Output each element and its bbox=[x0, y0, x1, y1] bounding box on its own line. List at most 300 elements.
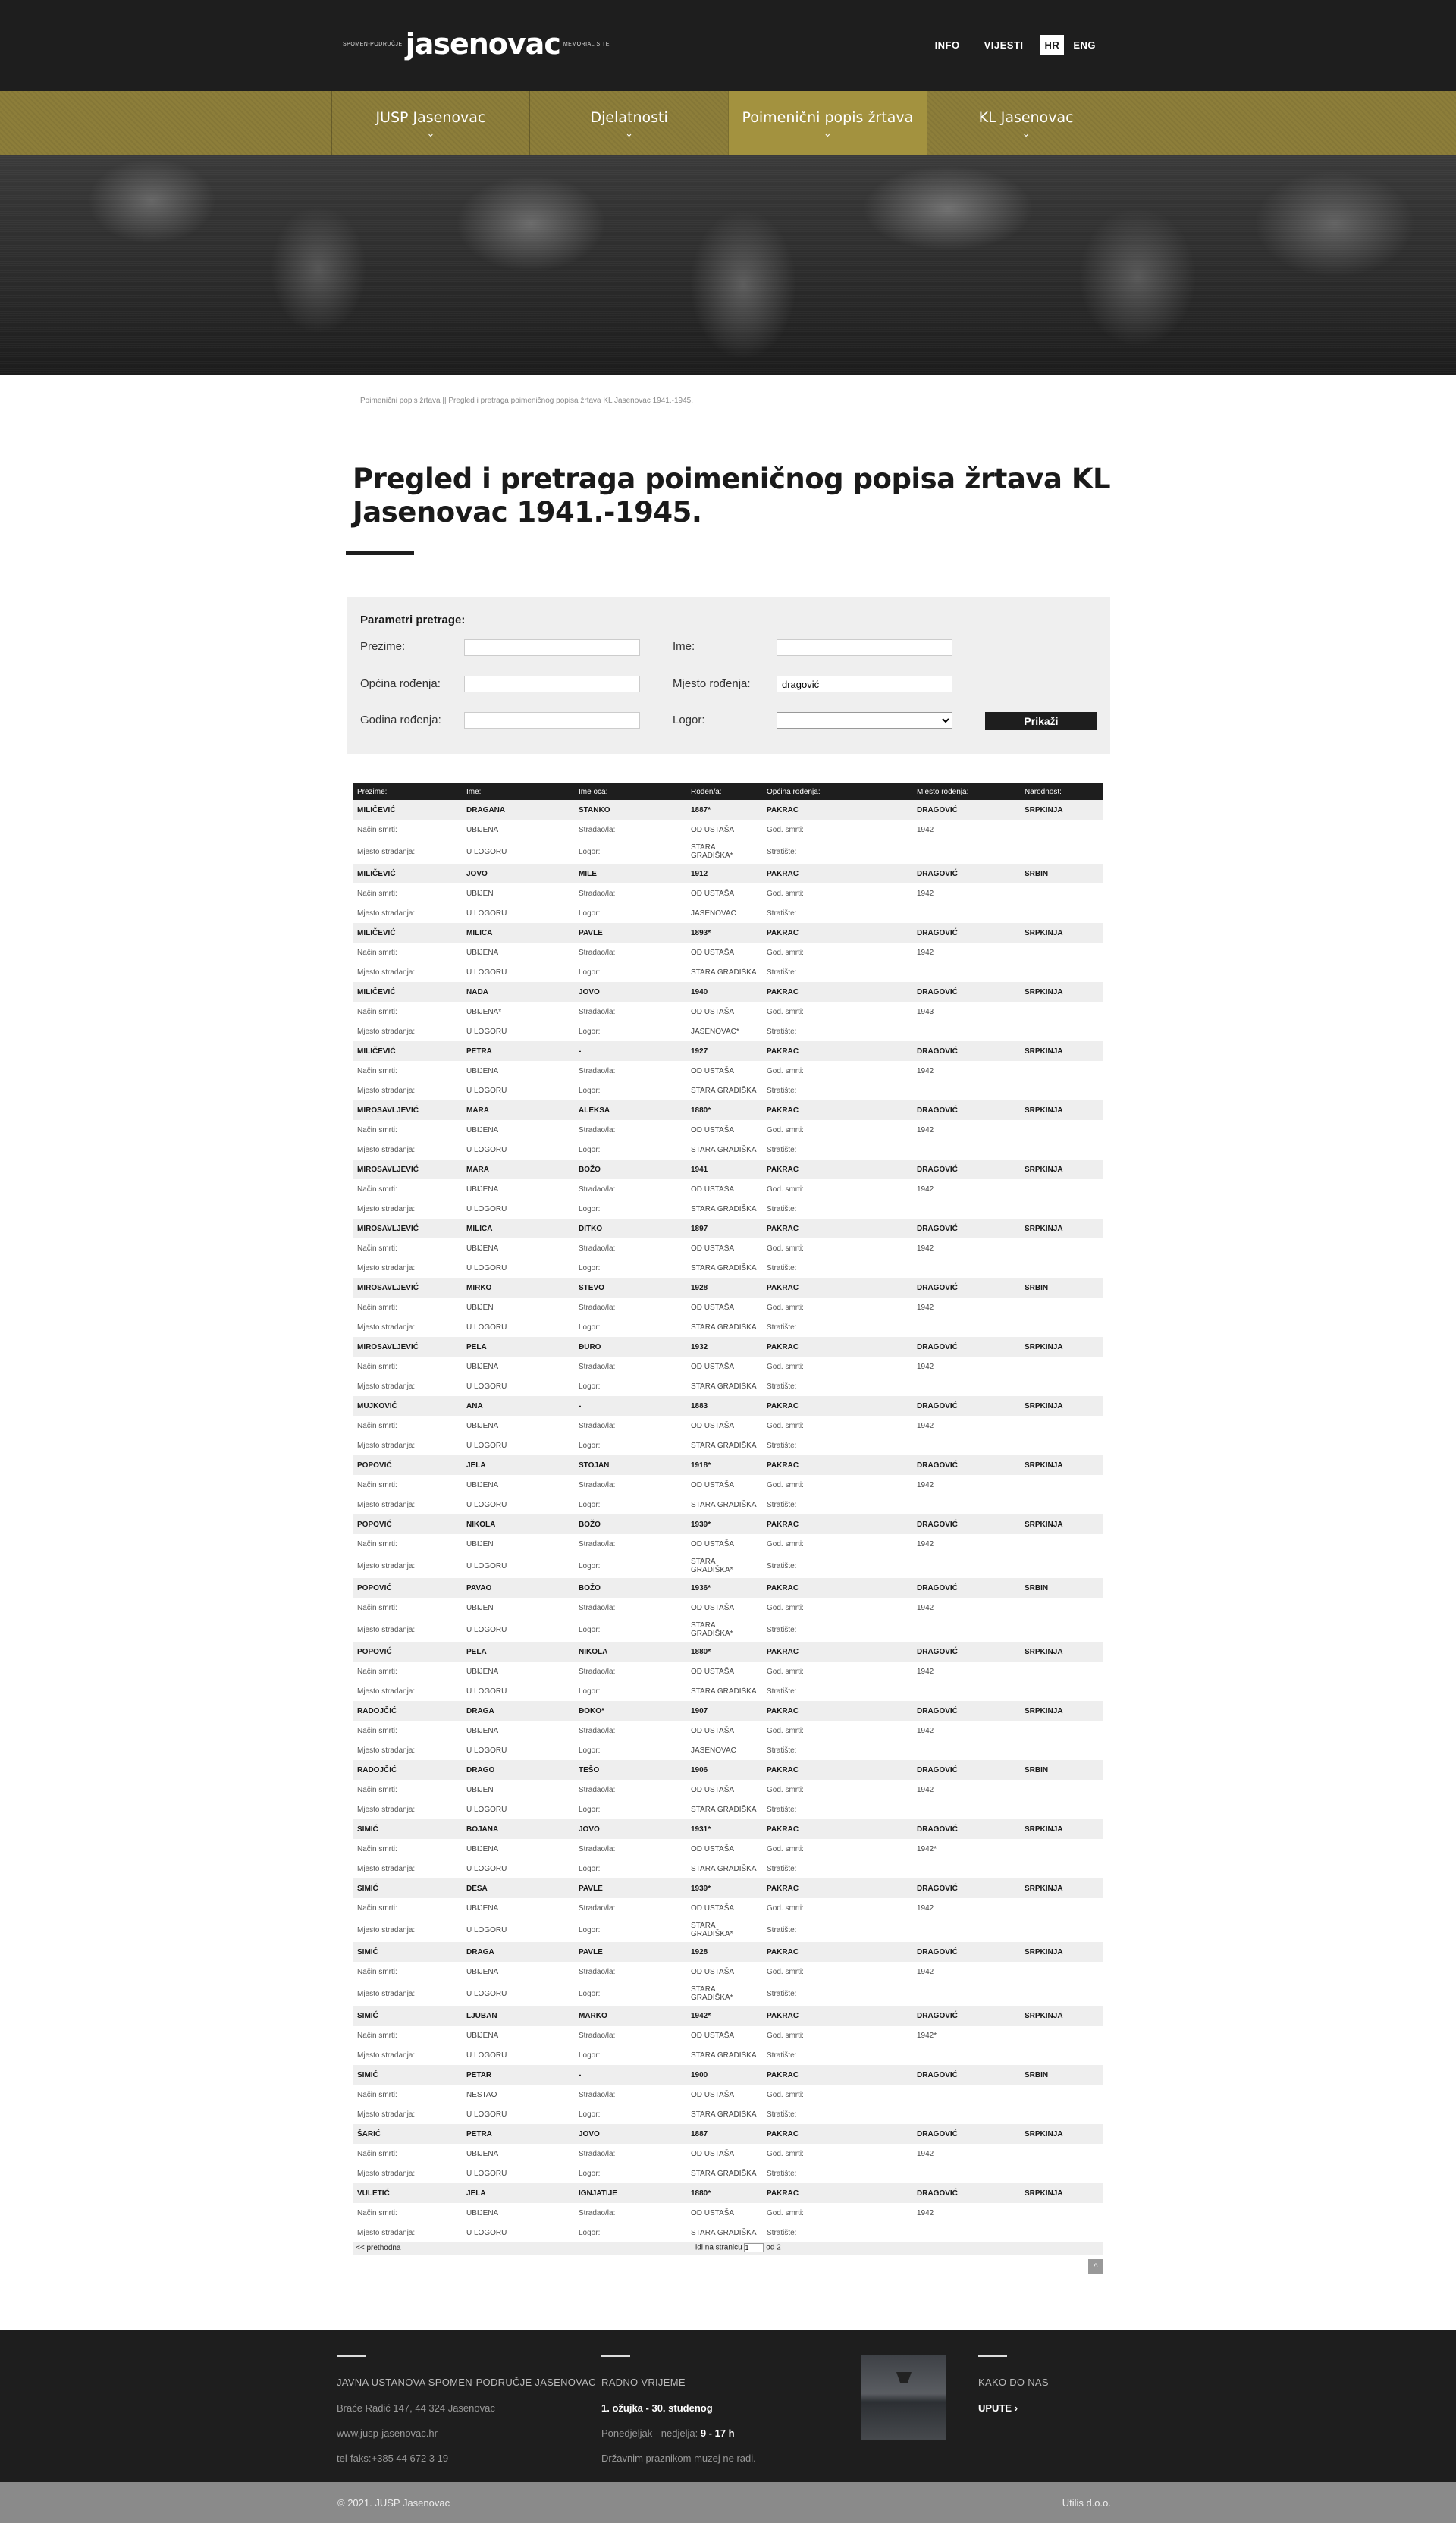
prezime-input[interactable] bbox=[464, 639, 640, 656]
footer-days-text: Ponedjeljak - nedjelja: bbox=[601, 2427, 701, 2439]
cell-rodjen: 1918* bbox=[686, 1455, 762, 1475]
cell-label-logor: Logor: bbox=[574, 1618, 686, 1642]
cell-label-mjesto-stradanja: Mjesto stradanja: bbox=[353, 903, 462, 923]
table-row[interactable] bbox=[353, 2006, 1103, 2026]
cell-ime-oca: JOVO bbox=[574, 982, 686, 1002]
cell-opcina: PAKRAC bbox=[762, 2065, 912, 2085]
cell-nacin: UBIJENA bbox=[462, 1721, 574, 1740]
cell-empty bbox=[1020, 1859, 1103, 1878]
scroll-top-icon[interactable]: ^ bbox=[1088, 2259, 1103, 2274]
cell-prezime: RADOJČIĆ bbox=[353, 1701, 462, 1721]
cell-label-stradao: Stradao/la: bbox=[574, 883, 686, 903]
cell-label-god-smrti: God. smrti: bbox=[762, 1238, 912, 1258]
footer-col-hours bbox=[601, 2330, 756, 2463]
cell-prezime: MIROSAVLJEVIĆ bbox=[353, 1337, 462, 1357]
cell-label-stratiste: Stratište: bbox=[762, 1081, 912, 1100]
cell-label-god-smrti: God. smrti: bbox=[762, 2144, 912, 2164]
cell-ime-oca: STOJAN bbox=[574, 1455, 686, 1475]
table-row-detail bbox=[353, 1859, 1103, 1878]
cell-empty bbox=[1020, 1317, 1103, 1337]
cell-label-god-smrti: God. smrti: bbox=[762, 1475, 912, 1495]
table-row-detail bbox=[353, 820, 1103, 839]
cell-ime-oca: ALEKSA bbox=[574, 1100, 686, 1120]
cell-empty bbox=[1020, 1618, 1103, 1642]
cell-ime: JELA bbox=[462, 2183, 574, 2203]
table-row-detail bbox=[353, 1140, 1103, 1160]
top-nav bbox=[918, 35, 1103, 55]
cell-narodnost: SRPKINJA bbox=[1020, 1041, 1103, 1061]
cell-empty bbox=[1020, 1416, 1103, 1436]
cell-nacin: UBIJENA bbox=[462, 2026, 574, 2045]
cell-label-nacin: Način smrti: bbox=[353, 1357, 462, 1376]
cell-stratiste bbox=[912, 2104, 1020, 2124]
cell-stradao: OD USTAŠA bbox=[686, 1298, 762, 1317]
cell-empty bbox=[1020, 1598, 1103, 1618]
cell-stradao: OD USTAŠA bbox=[686, 1898, 762, 1918]
submit-button[interactable]: Prikaži bbox=[985, 712, 1097, 730]
table-row-detail bbox=[353, 1962, 1103, 1982]
mjesto-input[interactable] bbox=[777, 676, 952, 692]
cell-opcina: PAKRAC bbox=[762, 1160, 912, 1179]
cell-empty bbox=[1020, 1238, 1103, 1258]
nav-item-jusp[interactable] bbox=[331, 91, 530, 155]
cell-mjesto-stradanja: U LOGORU bbox=[462, 1740, 574, 1760]
cell-logor: JASENOVAC* bbox=[686, 1021, 762, 1041]
cell-ime: ANA bbox=[462, 1396, 574, 1416]
col-ime-oca: Ime oca: bbox=[574, 783, 686, 800]
cell-stratiste bbox=[912, 1199, 1020, 1219]
results-table-wrapper bbox=[353, 783, 1103, 2242]
cell-opcina: PAKRAC bbox=[762, 1942, 912, 1962]
cell-label-nacin: Način smrti: bbox=[353, 1662, 462, 1681]
cell-mjesto-stradanja: U LOGORU bbox=[462, 2164, 574, 2183]
cell-nacin: UBIJEN bbox=[462, 1298, 574, 1317]
table-row-detail bbox=[353, 1179, 1103, 1199]
cell-ime: MIRKO bbox=[462, 1278, 574, 1298]
table-row[interactable] bbox=[353, 1642, 1103, 1662]
cell-label-logor: Logor: bbox=[574, 1436, 686, 1455]
cell-prezime: POPOVIĆ bbox=[353, 1514, 462, 1534]
table-row[interactable] bbox=[353, 1578, 1103, 1598]
table-row-detail bbox=[353, 1740, 1103, 1760]
cell-ime: DRAGO bbox=[462, 1760, 574, 1780]
cell-stratiste bbox=[912, 1495, 1020, 1514]
cell-label-mjesto-stradanja: Mjesto stradanja: bbox=[353, 1859, 462, 1878]
nav-spacer-right bbox=[1125, 91, 1456, 155]
cell-empty bbox=[1020, 962, 1103, 982]
bottom-bar bbox=[0, 2482, 1456, 2523]
table-row[interactable] bbox=[353, 2124, 1103, 2144]
table-row-detail bbox=[353, 1081, 1103, 1100]
breadcrumb bbox=[360, 397, 693, 405]
cell-label-logor: Logor: bbox=[574, 2104, 686, 2124]
cell-stratiste bbox=[912, 962, 1020, 982]
cell-nacin: UBIJENA bbox=[462, 1898, 574, 1918]
cell-god-smrti: 1942 bbox=[912, 1721, 1020, 1740]
table-row[interactable] bbox=[353, 1819, 1103, 1839]
cell-logor: STARA GRADIŠKA bbox=[686, 1258, 762, 1278]
cell-narodnost: SRPKINJA bbox=[1020, 1819, 1103, 1839]
cell-label-stradao: Stradao/la: bbox=[574, 1898, 686, 1918]
cell-empty bbox=[1020, 2045, 1103, 2065]
cell-label-god-smrti: God. smrti: bbox=[762, 1962, 912, 1982]
cell-opcina: PAKRAC bbox=[762, 1455, 912, 1475]
cell-empty bbox=[1020, 1962, 1103, 1982]
cell-mjesto-stradanja: U LOGORU bbox=[462, 962, 574, 982]
cell-god-smrti: 1942 bbox=[912, 1357, 1020, 1376]
cell-label-stratiste: Stratište: bbox=[762, 1618, 912, 1642]
table-row[interactable] bbox=[353, 1760, 1103, 1780]
cell-mjesto-stradanja: U LOGORU bbox=[462, 1199, 574, 1219]
cell-narodnost: SRPKINJA bbox=[1020, 1337, 1103, 1357]
cell-empty bbox=[1020, 1495, 1103, 1514]
cell-mjesto: DRAGOVIĆ bbox=[912, 1878, 1020, 1898]
cell-narodnost: SRBIN bbox=[1020, 1760, 1103, 1780]
cell-stradao: OD USTAŠA bbox=[686, 1061, 762, 1081]
table-row-detail bbox=[353, 1898, 1103, 1918]
cell-label-logor: Logor: bbox=[574, 1199, 686, 1219]
col-opcina: Općina rođenja: bbox=[762, 783, 912, 800]
table-row[interactable] bbox=[353, 982, 1103, 1002]
cell-stratiste bbox=[912, 1681, 1020, 1701]
cell-prezime: MIROSAVLJEVIĆ bbox=[353, 1160, 462, 1179]
cell-label-mjesto-stradanja: Mjesto stradanja: bbox=[353, 2045, 462, 2065]
cell-logor: STARA GRADIŠKA bbox=[686, 2223, 762, 2242]
logor-select[interactable] bbox=[777, 712, 952, 729]
nav-item-label: KL Jasenovac bbox=[978, 108, 1074, 126]
cell-label-stratiste: Stratište: bbox=[762, 2223, 912, 2242]
table-row[interactable] bbox=[353, 2183, 1103, 2203]
cell-ime-oca: MARKO bbox=[574, 2006, 686, 2026]
cell-label-logor: Logor: bbox=[574, 2164, 686, 2183]
table-row[interactable] bbox=[353, 1100, 1103, 1120]
mjesto-label: Mjesto rođenja: bbox=[673, 677, 751, 690]
cell-label-mjesto-stradanja: Mjesto stradanja: bbox=[353, 962, 462, 982]
table-row[interactable] bbox=[353, 1701, 1103, 1721]
cell-label-stradao: Stradao/la: bbox=[574, 2144, 686, 2164]
table-row-detail bbox=[353, 1839, 1103, 1859]
cell-mjesto-stradanja: U LOGORU bbox=[462, 1800, 574, 1819]
cell-prezime: MILIČEVIĆ bbox=[353, 800, 462, 820]
table-row[interactable] bbox=[353, 1396, 1103, 1416]
cell-logor: STARA GRADIŠKA bbox=[686, 1800, 762, 1819]
cell-logor: STARA GRADIŠKA bbox=[686, 1495, 762, 1514]
cell-mjesto-stradanja: U LOGORU bbox=[462, 1681, 574, 1701]
cell-rodjen: 1907 bbox=[686, 1701, 762, 1721]
cell-rodjen: 1900 bbox=[686, 2065, 762, 2085]
cell-label-god-smrti: God. smrti: bbox=[762, 1780, 912, 1800]
cell-label-logor: Logor: bbox=[574, 1258, 686, 1278]
nav-item-label: JUSP Jasenovac bbox=[375, 108, 486, 126]
cell-logor: STARA GRADIŠKA bbox=[686, 2104, 762, 2124]
cell-label-god-smrti: God. smrti: bbox=[762, 2026, 912, 2045]
credit-link[interactable]: Utilis d.o.o. bbox=[1062, 2497, 1111, 2509]
footer-website[interactable]: www.jusp-jasenovac.hr bbox=[337, 2427, 438, 2439]
cell-ime: LJUBAN bbox=[462, 2006, 574, 2026]
col-narodnost: Narodnost: bbox=[1020, 783, 1103, 800]
table-body bbox=[353, 800, 1103, 2242]
cell-label-god-smrti: God. smrti: bbox=[762, 820, 912, 839]
cell-empty bbox=[1020, 1140, 1103, 1160]
cell-nacin: UBIJENA bbox=[462, 1416, 574, 1436]
cell-label-god-smrti: God. smrti: bbox=[762, 1898, 912, 1918]
cell-label-nacin: Način smrti: bbox=[353, 2203, 462, 2223]
chevron-down-icon: ⌄ bbox=[625, 127, 634, 140]
cell-mjesto: DRAGOVIĆ bbox=[912, 1578, 1020, 1598]
cell-logor: STARA GRADIŠKA* bbox=[686, 1918, 762, 1942]
cell-label-nacin: Način smrti: bbox=[353, 883, 462, 903]
logor-label: Logor: bbox=[673, 714, 705, 726]
cell-stratiste bbox=[912, 1982, 1020, 2006]
cell-logor: STARA GRADIŠKA bbox=[686, 2045, 762, 2065]
table-row[interactable] bbox=[353, 1878, 1103, 1898]
table-row[interactable] bbox=[353, 1278, 1103, 1298]
table-row-detail bbox=[353, 1199, 1103, 1219]
cell-narodnost: SRPKINJA bbox=[1020, 1878, 1103, 1898]
cell-god-smrti bbox=[912, 2085, 1020, 2104]
top-link-info[interactable]: INFO bbox=[934, 39, 960, 51]
cell-label-mjesto-stradanja: Mjesto stradanja: bbox=[353, 1436, 462, 1455]
chevron-right-icon: › bbox=[1014, 2402, 1018, 2414]
table-row[interactable] bbox=[353, 1041, 1103, 1061]
cell-narodnost: SRBIN bbox=[1020, 1578, 1103, 1598]
cell-narodnost: SRBIN bbox=[1020, 1278, 1103, 1298]
cell-stratiste bbox=[912, 1740, 1020, 1760]
cell-ime-oca: ĐURO bbox=[574, 1337, 686, 1357]
cell-stradao: OD USTAŠA bbox=[686, 1238, 762, 1258]
cell-empty bbox=[1020, 1740, 1103, 1760]
cell-prezime: MIROSAVLJEVIĆ bbox=[353, 1219, 462, 1238]
cell-nacin: UBIJENA bbox=[462, 943, 574, 962]
site-logo[interactable] bbox=[343, 29, 610, 59]
cell-empty bbox=[1020, 1800, 1103, 1819]
cell-label-stradao: Stradao/la: bbox=[574, 1061, 686, 1081]
cell-stradao: OD USTAŠA bbox=[686, 1662, 762, 1681]
table-row[interactable] bbox=[353, 864, 1103, 883]
cell-logor: STARA GRADIŠKA bbox=[686, 1140, 762, 1160]
cell-label-god-smrti: God. smrti: bbox=[762, 943, 912, 962]
cell-label-stradao: Stradao/la: bbox=[574, 1962, 686, 1982]
lang-hr[interactable]: HR bbox=[1040, 35, 1065, 55]
cell-god-smrti: 1942 bbox=[912, 1061, 1020, 1081]
table-row-detail bbox=[353, 1061, 1103, 1081]
cell-ime: PETRA bbox=[462, 2124, 574, 2144]
footer bbox=[0, 2330, 1456, 2482]
cell-opcina: PAKRAC bbox=[762, 1100, 912, 1120]
table-row-detail bbox=[353, 1357, 1103, 1376]
cell-logor: STARA GRADIŠKA bbox=[686, 1199, 762, 1219]
cell-label-god-smrti: God. smrti: bbox=[762, 1298, 912, 1317]
table-row[interactable] bbox=[353, 1942, 1103, 1962]
cell-mjesto: DRAGOVIĆ bbox=[912, 864, 1020, 883]
cell-ime-oca: BOŽO bbox=[574, 1578, 686, 1598]
cell-ime: PETRA bbox=[462, 1041, 574, 1061]
cell-label-god-smrti: God. smrti: bbox=[762, 883, 912, 903]
cell-rodjen: 1928 bbox=[686, 1278, 762, 1298]
cell-rodjen: 1897 bbox=[686, 1219, 762, 1238]
cell-label-mjesto-stradanja: Mjesto stradanja: bbox=[353, 1140, 462, 1160]
table-row[interactable] bbox=[353, 800, 1103, 820]
cell-mjesto-stradanja: U LOGORU bbox=[462, 1554, 574, 1578]
cell-mjesto-stradanja: U LOGORU bbox=[462, 839, 574, 864]
cell-label-logor: Logor: bbox=[574, 1982, 686, 2006]
cell-label-stratiste: Stratište: bbox=[762, 1982, 912, 2006]
lang-eng[interactable]: ENG bbox=[1073, 39, 1096, 51]
cell-narodnost: SRPKINJA bbox=[1020, 1942, 1103, 1962]
cell-stradao: OD USTAŠA bbox=[686, 1179, 762, 1199]
table-row[interactable] bbox=[353, 923, 1103, 943]
table-row[interactable] bbox=[353, 1514, 1103, 1534]
cell-prezime: MUJKOVIĆ bbox=[353, 1396, 462, 1416]
table-row-detail bbox=[353, 1662, 1103, 1681]
cell-rodjen: 1939* bbox=[686, 1878, 762, 1898]
cell-empty bbox=[1020, 1002, 1103, 1021]
page-number-input[interactable] bbox=[744, 2243, 764, 2252]
ime-input[interactable] bbox=[777, 639, 952, 656]
cell-ime: PAVAO bbox=[462, 1578, 574, 1598]
cell-ime-oca: PAVLE bbox=[574, 1878, 686, 1898]
page-total: od 2 bbox=[766, 2243, 781, 2252]
col-mjesto: Mjesto rođenja: bbox=[912, 783, 1020, 800]
cell-label-stradao: Stradao/la: bbox=[574, 1721, 686, 1740]
cell-mjesto-stradanja: U LOGORU bbox=[462, 1258, 574, 1278]
cell-stradao: OD USTAŠA bbox=[686, 2026, 762, 2045]
top-link-vijesti[interactable]: VIJESTI bbox=[984, 39, 1024, 51]
table-row[interactable] bbox=[353, 2065, 1103, 2085]
cell-label-mjesto-stradanja: Mjesto stradanja: bbox=[353, 2104, 462, 2124]
table-row-detail bbox=[353, 2045, 1103, 2065]
cell-logor: STARA GRADIŠKA bbox=[686, 1376, 762, 1396]
cell-label-mjesto-stradanja: Mjesto stradanja: bbox=[353, 1681, 462, 1701]
cell-label-stratiste: Stratište: bbox=[762, 1021, 912, 1041]
table-row-detail bbox=[353, 1317, 1103, 1337]
cell-empty bbox=[1020, 839, 1103, 864]
col-prezime: Prezime: bbox=[353, 783, 462, 800]
cell-narodnost: SRPKINJA bbox=[1020, 1100, 1103, 1120]
opcina-input[interactable] bbox=[464, 676, 640, 692]
cell-label-nacin: Način smrti: bbox=[353, 1179, 462, 1199]
cell-label-logor: Logor: bbox=[574, 1859, 686, 1878]
cell-opcina: PAKRAC bbox=[762, 1701, 912, 1721]
nav-item-kl[interactable] bbox=[927, 91, 1125, 155]
cell-label-stratiste: Stratište: bbox=[762, 903, 912, 923]
cell-label-mjesto-stradanja: Mjesto stradanja: bbox=[353, 1618, 462, 1642]
cell-stradao: OD USTAŠA bbox=[686, 1120, 762, 1140]
cell-rodjen: 1927 bbox=[686, 1041, 762, 1061]
table-row[interactable] bbox=[353, 1337, 1103, 1357]
cell-narodnost: SRPKINJA bbox=[1020, 2006, 1103, 2026]
cell-label-stratiste: Stratište: bbox=[762, 839, 912, 864]
cell-mjesto: DRAGOVIĆ bbox=[912, 1278, 1020, 1298]
cell-nacin: UBIJENA bbox=[462, 1475, 574, 1495]
cell-label-logor: Logor: bbox=[574, 903, 686, 923]
cell-god-smrti: 1942 bbox=[912, 820, 1020, 839]
cell-rodjen: 1887* bbox=[686, 800, 762, 820]
nav-item-popis[interactable] bbox=[728, 91, 927, 155]
table-row[interactable] bbox=[353, 1219, 1103, 1238]
cell-opcina: PAKRAC bbox=[762, 1878, 912, 1898]
cell-empty bbox=[1020, 1918, 1103, 1942]
cell-mjesto-stradanja: U LOGORU bbox=[462, 1376, 574, 1396]
cell-label-god-smrti: God. smrti: bbox=[762, 1120, 912, 1140]
nav-item-djelatnosti[interactable] bbox=[529, 91, 728, 155]
breadcrumb-link[interactable]: Poimenični popis žrtava bbox=[360, 397, 441, 405]
cell-mjesto-stradanja: U LOGORU bbox=[462, 2045, 574, 2065]
breadcrumb-current: Pregled i pretraga poimeničnog popisa žrtava KL Jasenovac 1941.-1945. bbox=[448, 397, 693, 405]
cell-ime: DRAGA bbox=[462, 1701, 574, 1721]
cell-stradao: OD USTAŠA bbox=[686, 1962, 762, 1982]
footer-col-directions bbox=[978, 2330, 1049, 2413]
cell-label-mjesto-stradanja: Mjesto stradanja: bbox=[353, 2164, 462, 2183]
cell-ime-oca: STANKO bbox=[574, 800, 686, 820]
cell-label-nacin: Način smrti: bbox=[353, 1120, 462, 1140]
cell-stratiste bbox=[912, 1918, 1020, 1942]
cell-rodjen: 1928 bbox=[686, 1942, 762, 1962]
cell-mjesto-stradanja: U LOGORU bbox=[462, 1918, 574, 1942]
nav-item-label: Poimenični popis žrtava bbox=[742, 108, 914, 126]
cell-nacin: UBIJENA bbox=[462, 1839, 574, 1859]
cell-label-mjesto-stradanja: Mjesto stradanja: bbox=[353, 1800, 462, 1819]
cell-nacin: UBIJENA bbox=[462, 1120, 574, 1140]
cell-rodjen: 1887 bbox=[686, 2124, 762, 2144]
table-row[interactable] bbox=[353, 1160, 1103, 1179]
footer-directions-link[interactable] bbox=[978, 2403, 1049, 2413]
cell-label-god-smrti: God. smrti: bbox=[762, 2085, 912, 2104]
table-row-detail bbox=[353, 2203, 1103, 2223]
cell-logor: STARA GRADIŠKA* bbox=[686, 1618, 762, 1642]
cell-god-smrti: 1942 bbox=[912, 1298, 1020, 1317]
godina-input[interactable] bbox=[464, 712, 640, 729]
cell-nacin: UBIJENA bbox=[462, 1061, 574, 1081]
table-row-detail bbox=[353, 1416, 1103, 1436]
table-row-detail bbox=[353, 1436, 1103, 1455]
cell-label-stratiste: Stratište: bbox=[762, 1681, 912, 1701]
cell-label-logor: Logor: bbox=[574, 1918, 686, 1942]
table-row-detail bbox=[353, 1475, 1103, 1495]
cell-mjesto-stradanja: U LOGORU bbox=[462, 1618, 574, 1642]
cell-ime-oca: JOVO bbox=[574, 2124, 686, 2144]
cell-prezime: MIROSAVLJEVIĆ bbox=[353, 1278, 462, 1298]
cell-empty bbox=[1020, 1982, 1103, 2006]
cell-empty bbox=[1020, 1081, 1103, 1100]
footer-hours-text: 9 - 17 h bbox=[700, 2427, 735, 2439]
table-row[interactable] bbox=[353, 1455, 1103, 1475]
cell-label-mjesto-stradanja: Mjesto stradanja: bbox=[353, 1199, 462, 1219]
cell-mjesto: DRAGOVIĆ bbox=[912, 1337, 1020, 1357]
chevron-down-icon: ⌄ bbox=[426, 127, 435, 140]
results-table bbox=[353, 783, 1103, 2242]
chevron-down-icon: ⌄ bbox=[1021, 127, 1031, 140]
cell-prezime: SIMIĆ bbox=[353, 2006, 462, 2026]
cell-ime: MARA bbox=[462, 1160, 574, 1179]
cell-prezime: POPOVIĆ bbox=[353, 1455, 462, 1475]
cell-opcina: PAKRAC bbox=[762, 923, 912, 943]
cell-ime: MILICA bbox=[462, 923, 574, 943]
pagination bbox=[353, 2242, 1103, 2255]
cell-label-stratiste: Stratište: bbox=[762, 1317, 912, 1337]
cell-narodnost: SRPKINJA bbox=[1020, 2183, 1103, 2203]
prev-page-link[interactable]: << prethodna bbox=[356, 2244, 401, 2252]
cell-mjesto: DRAGOVIĆ bbox=[912, 2183, 1020, 2203]
cell-logor: STARA GRADIŠKA bbox=[686, 1081, 762, 1100]
cell-stratiste bbox=[912, 1436, 1020, 1455]
cell-stratiste bbox=[912, 903, 1020, 923]
cell-label-logor: Logor: bbox=[574, 839, 686, 864]
cell-prezime: MILIČEVIĆ bbox=[353, 864, 462, 883]
cell-stratiste bbox=[912, 1317, 1020, 1337]
search-form bbox=[347, 597, 1110, 754]
cell-empty bbox=[1020, 1061, 1103, 1081]
